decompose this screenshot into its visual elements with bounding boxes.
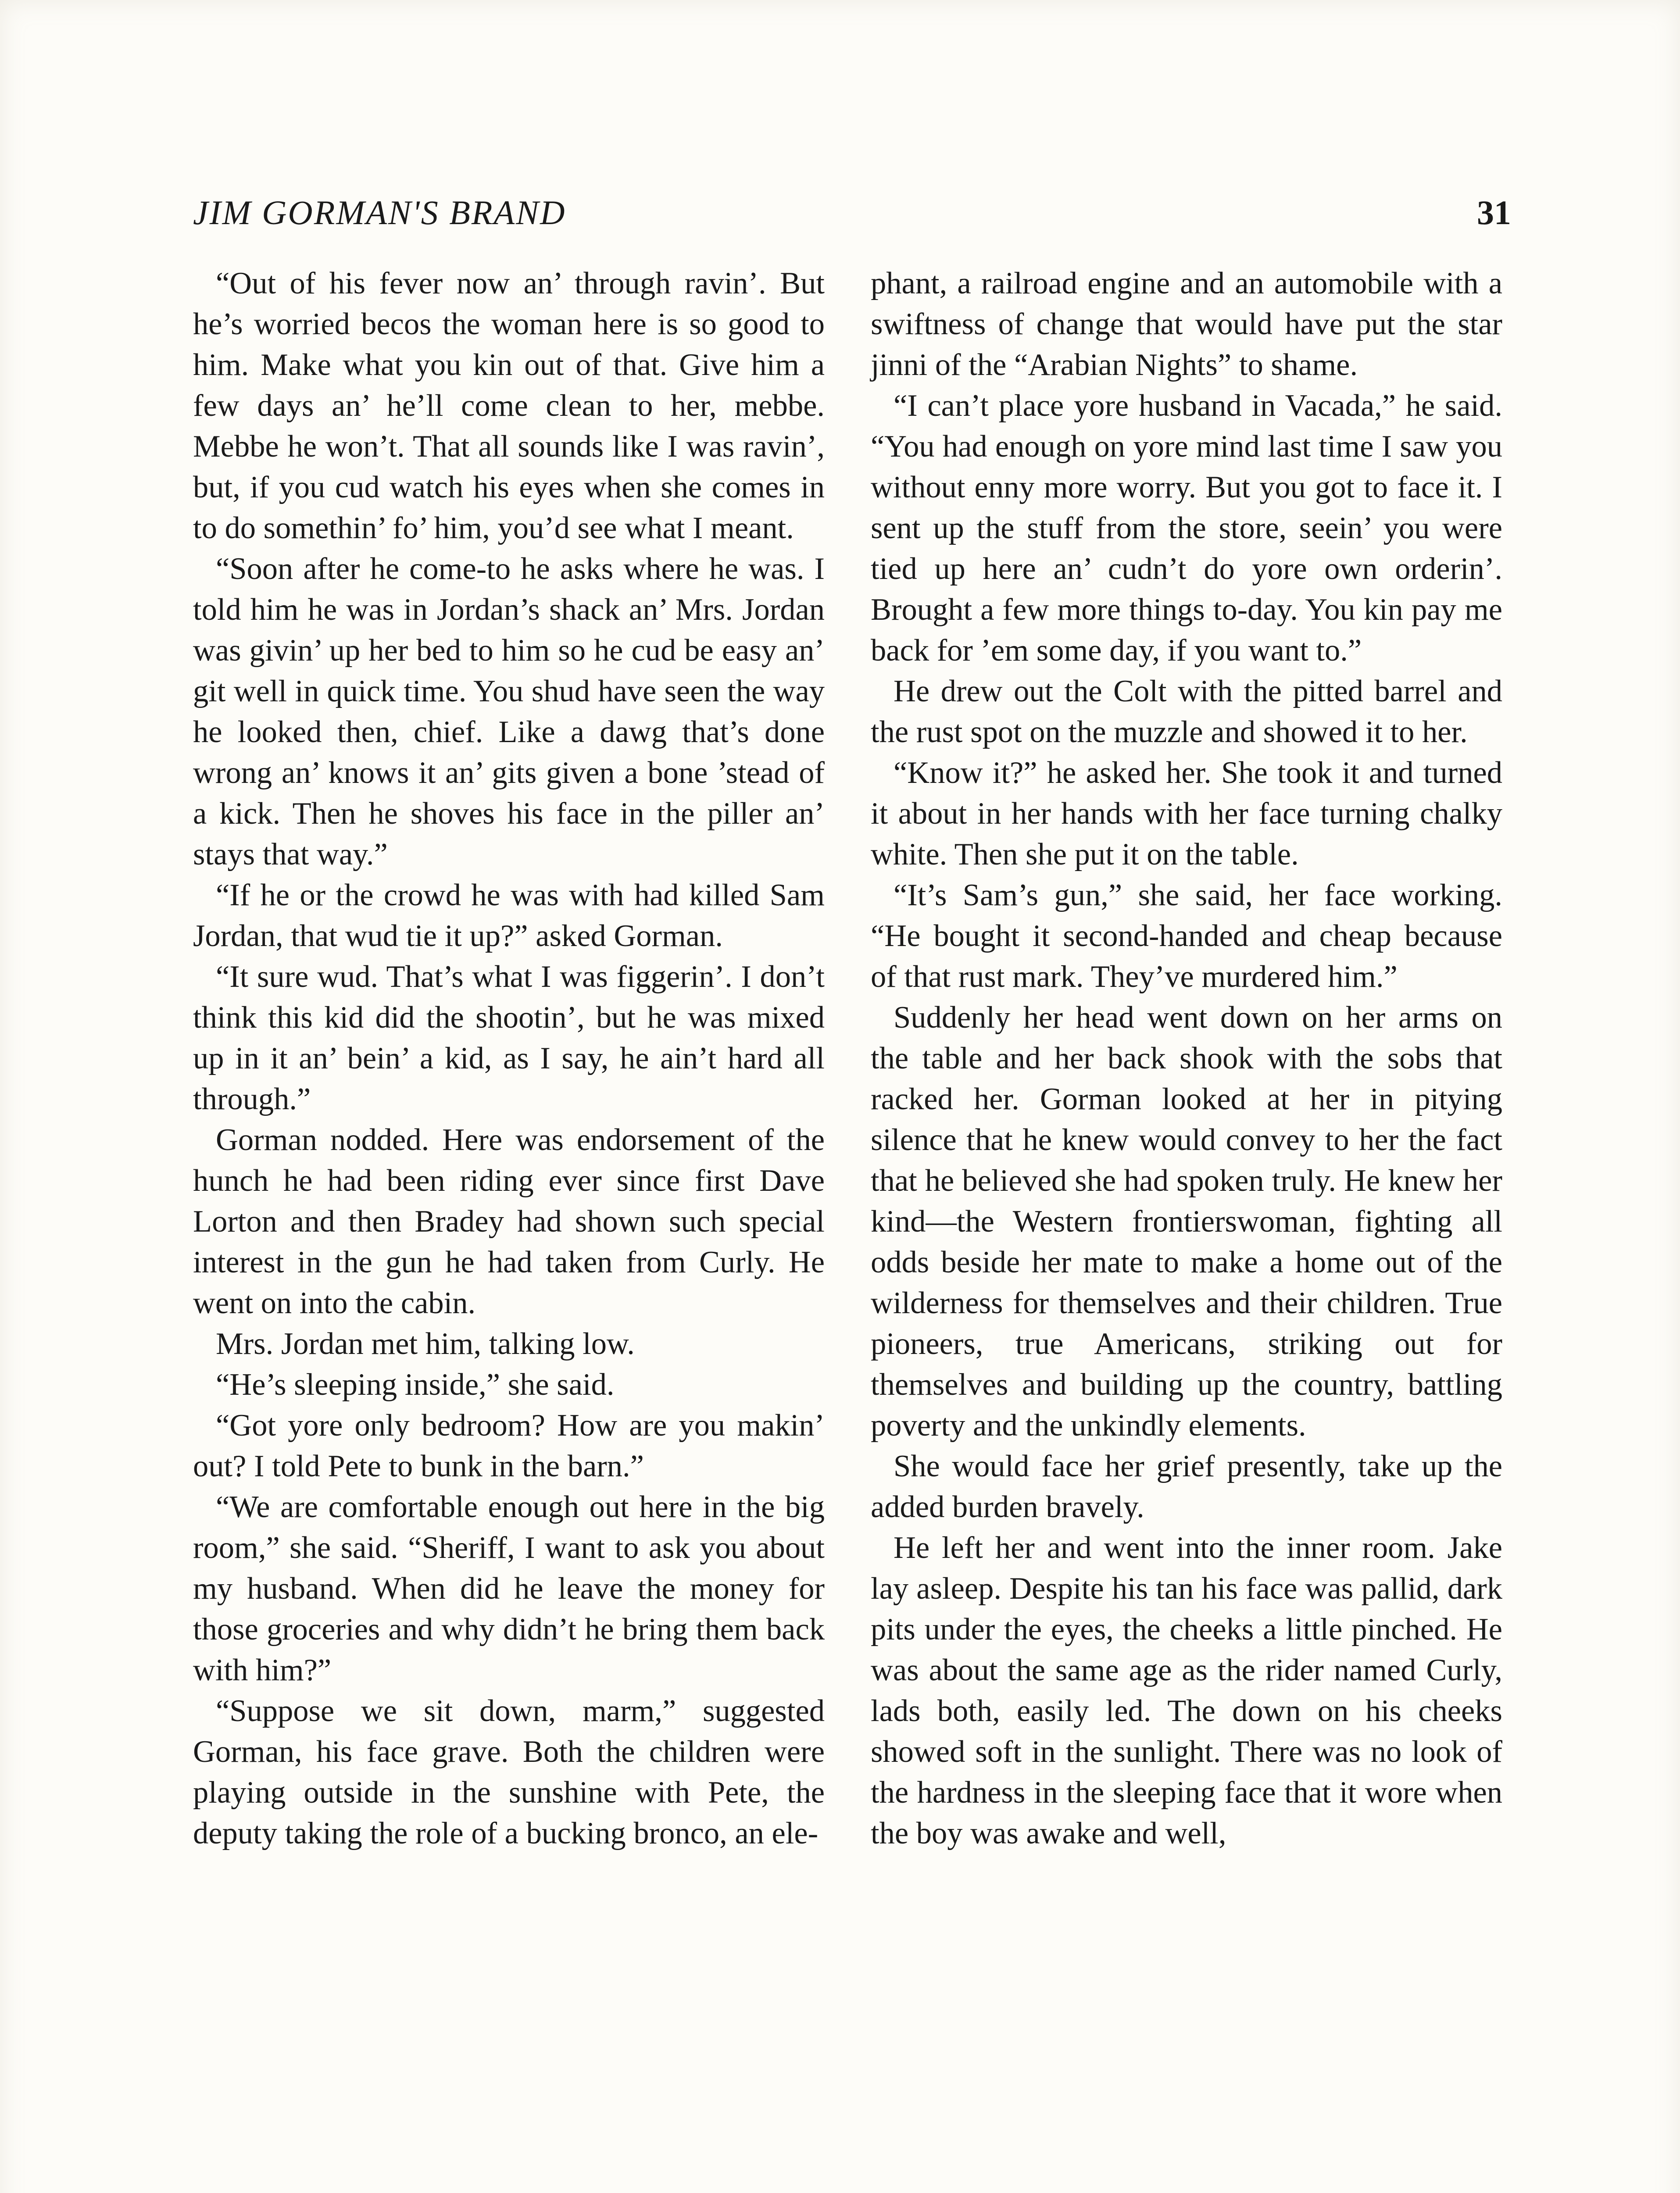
paragraph-continuation: phant, a railroad engine and an automobile with a swiftness of change that would have put the star jinni of the “Arabian Nights” to shame.: [871, 266, 1502, 382]
paragraph: “Out of his fever now an’ through ravin’. But he’s worried becos the woman here is so good to him. Make what you kin out of that. Give him a few days an’ he’ll come clean to her, mebbe. Mebbe he won’t. That all sounds like I was ravin’, but, if you cud watch his eyes when she comes in to do somethin’ fo’ him, you’d see what I meant.: [193, 266, 825, 545]
paragraph: Suddenly her head went down on her arms on the table and her back shook with the sobs that racked her. Gorman looked at her in pitying silence that he knew would convey to her the fact that he believed she had spoken truly. He knew her kind—the Western frontierswoman, fighting all odds beside her mate to make a home out of the wilderness for themselves and their children. True pioneers, true Americans, striking out for themselves and building up the country, battling poverty and the unkindly elements.: [871, 1000, 1502, 1443]
paragraph: She would face her grief presently, take up the added burden bravely.: [871, 1449, 1502, 1524]
paragraph: “I can’t place yore husband in Vacada,” he said. “You had enough on yore mind last time I saw you without enny more worry. But you got to face it. I sent up the stuff from the store, seein’ you were tied up here an’ cudn’t do yore own orderin’. Brought a few more things to-day. You kin pay me back for ’em some day, if you want to.”: [871, 389, 1502, 668]
page-number: 31: [1477, 193, 1511, 232]
paragraph: Gorman nodded. Here was endorsement of the hunch he had been riding ever since first Dave Lorton and then Bradey had shown such special interest in the gun he had taken from Curly. He went on into the cabin.: [193, 1123, 825, 1320]
left-column: [193, 263, 825, 1854]
running-title: JIM GORMAN'S BRAND: [193, 193, 566, 232]
paragraph: “Soon after he come-to he asks where he was. I told him he was in Jordan’s shack an’ Mrs. Jordan was givin’ up her bed to him so he cud be easy an’ git well in quick time. You shud have seen the way he looked then, chief. Like a dawg that’s done wrong an’ knows it an’ gits given a bone ’stead of a kick. Then he shoves his face in the piller an’ stays that way.”: [193, 552, 825, 871]
paragraph: “Suppose we sit down, marm,” suggested Gorman, his face grave. Both the children were playing outside in the sunshine with Pete, the deputy taking the role of a bucking bronco, an ele-: [193, 1694, 825, 1850]
paragraph: “Know it?” he asked her. She took it and turned it about in her hands with her face turning chalky white. Then she put it on the table.: [871, 756, 1502, 871]
paragraph: “We are comfortable enough out here in the big room,” she said. “Sheriff, I want to ask you about my husband. When did he leave the money for those groceries and why didn’t he bring them back with him?”: [193, 1490, 825, 1687]
right-column: [871, 263, 1502, 1854]
paragraph: He drew out the Colt with the pitted barrel and the rust spot on the muzzle and showed it to her.: [871, 674, 1502, 749]
paragraph: He left her and went into the inner room. Jake lay asleep. Despite his tan his face was pallid, dark pits under the eyes, the cheeks a little pinched. He was about the same age as the rider named Curly, lads both, easily led. The down on his cheeks showed soft in the sunlight. There was no look of the hardness in the sleeping face that it wore when the boy was awake and well,: [871, 1531, 1502, 1850]
paragraph: “It sure wud. That’s what I was figgerin’. I don’t think this kid did the shootin’, but he was mixed up in it an’ bein’ a kid, as I say, he ain’t hard all through.”: [193, 960, 825, 1116]
paragraph: “If he or the crowd he was with had killed Sam Jordan, that wud tie it up?” asked Gorman.: [193, 878, 825, 953]
paragraph: “He’s sleeping inside,” she said.: [216, 1368, 615, 1402]
paragraph: “It’s Sam’s gun,” she said, her face working. “He bought it second-handed and cheap because of that rust mark. They’ve murdered him.”: [871, 878, 1502, 994]
paragraph: Mrs. Jordan met him, talking low.: [216, 1327, 635, 1361]
paragraph: “Got yore only bedroom? How are you makin’ out? I told Pete to bunk in the barn.”: [193, 1408, 825, 1483]
